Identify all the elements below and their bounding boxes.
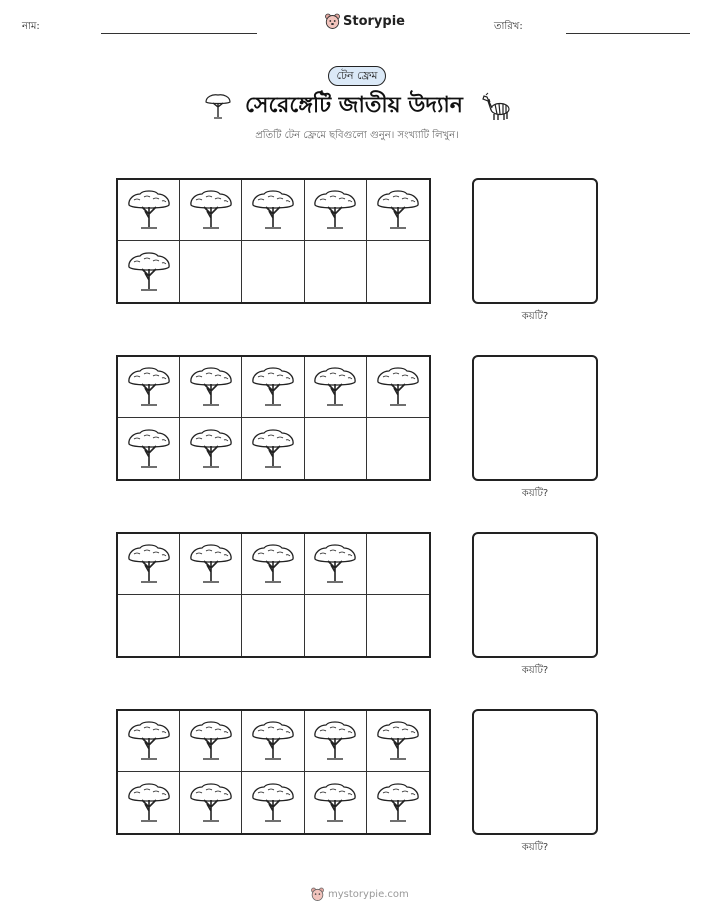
storypie-bear-icon	[311, 887, 324, 902]
ten-frame-cell	[305, 534, 367, 595]
acacia-tree-icon	[126, 188, 172, 232]
ten-frame-cell	[180, 418, 242, 479]
ten-frame-cell	[180, 595, 242, 656]
ten-frame-cell	[305, 418, 367, 479]
zebra-icon	[480, 90, 512, 122]
ten-frame-cell	[242, 418, 304, 479]
ten-frame-cell	[367, 772, 429, 833]
how-many-label: কয়টি?	[521, 488, 549, 499]
ten-frame-cell	[118, 418, 180, 479]
ten-frame-cell	[305, 357, 367, 418]
ten-frame-cell	[118, 357, 180, 418]
ten-frame-cell	[367, 418, 429, 479]
ten-frame-cell	[367, 241, 429, 302]
answer-box[interactable]	[472, 709, 598, 835]
date-line[interactable]	[566, 33, 690, 34]
ten-frame-cell	[242, 241, 304, 302]
page-title: সেরেঙ্গেটি জাতীয় উদ্যান	[245, 93, 463, 118]
ten-frame	[116, 532, 431, 658]
ten-frame	[116, 355, 431, 481]
acacia-tree-icon	[126, 781, 172, 825]
acacia-tree-icon	[250, 781, 296, 825]
footer	[311, 887, 409, 902]
storypie-logo	[325, 13, 405, 30]
ten-frame-cell	[242, 534, 304, 595]
answer-box[interactable]	[472, 532, 598, 658]
how-many-label: কয়টি?	[521, 311, 549, 322]
instructions: প্রতিটি টেন ফ্রেমে ছবিগুলো গুনুন। সংখ্যাটি লিখুন।	[255, 130, 459, 141]
acacia-tree-icon	[188, 365, 234, 409]
ten-frame-cell	[305, 180, 367, 241]
ten-frame-cell	[118, 772, 180, 833]
ten-frame-cell	[305, 711, 367, 772]
acacia-tree-icon	[126, 427, 172, 471]
ten-frame-cell	[367, 357, 429, 418]
ten-frame-cell	[180, 711, 242, 772]
answer-box[interactable]	[472, 355, 598, 481]
ten-frame-cell	[242, 180, 304, 241]
ten-frame-cell	[305, 595, 367, 656]
acacia-tree-icon	[375, 719, 421, 763]
how-many-label: কয়টি?	[521, 665, 549, 676]
acacia-tree-icon	[126, 719, 172, 763]
acacia-tree-icon	[126, 250, 172, 294]
ten-frame-cell	[242, 772, 304, 833]
topic-tag: টেন ফ্রেম	[328, 66, 385, 86]
acacia-tree-icon	[312, 542, 358, 586]
acacia-tree-icon	[250, 188, 296, 232]
name-line[interactable]	[101, 33, 257, 34]
ten-frame	[116, 178, 431, 304]
ten-frame-cell	[242, 357, 304, 418]
ten-frame-cell	[367, 595, 429, 656]
acacia-tree-icon	[312, 365, 358, 409]
acacia-tree-icon	[188, 719, 234, 763]
acacia-tree-icon	[312, 781, 358, 825]
ten-frame-cell	[180, 772, 242, 833]
acacia-tree-icon	[188, 781, 234, 825]
logo-text: Storypie	[343, 14, 405, 29]
acacia-tree-icon	[375, 188, 421, 232]
acacia-tree-icon	[312, 719, 358, 763]
how-many-label: কয়টি?	[521, 842, 549, 853]
acacia-tree-icon	[126, 365, 172, 409]
ten-frame-cell	[118, 241, 180, 302]
ten-frame-cell	[118, 180, 180, 241]
ten-frame-cell	[118, 711, 180, 772]
ten-frame-cell	[118, 534, 180, 595]
ten-frame-cell	[305, 772, 367, 833]
date-label: তারিখ:	[494, 21, 523, 32]
ten-frame-cell	[305, 241, 367, 302]
acacia-tree-icon	[375, 365, 421, 409]
ten-frame	[116, 709, 431, 835]
answer-box[interactable]	[472, 178, 598, 304]
acacia-tree-icon	[250, 365, 296, 409]
ten-frame-cell	[180, 241, 242, 302]
acacia-tree-icon	[203, 92, 233, 120]
ten-frame-cell	[242, 711, 304, 772]
ten-frame-cell	[180, 357, 242, 418]
name-label: নাম:	[22, 21, 40, 32]
ten-frame-cell	[180, 180, 242, 241]
storypie-bear-icon	[325, 13, 340, 30]
acacia-tree-icon	[375, 781, 421, 825]
footer-url[interactable]: mystorypie.com	[328, 889, 409, 900]
ten-frame-cell	[180, 534, 242, 595]
acacia-tree-icon	[312, 188, 358, 232]
ten-frame-cell	[367, 711, 429, 772]
acacia-tree-icon	[250, 427, 296, 471]
ten-frame-cell	[118, 595, 180, 656]
acacia-tree-icon	[250, 542, 296, 586]
acacia-tree-icon	[188, 542, 234, 586]
ten-frame-cell	[367, 534, 429, 595]
acacia-tree-icon	[250, 719, 296, 763]
acacia-tree-icon	[126, 542, 172, 586]
ten-frame-cell	[242, 595, 304, 656]
acacia-tree-icon	[188, 188, 234, 232]
acacia-tree-icon	[188, 427, 234, 471]
ten-frame-cell	[367, 180, 429, 241]
